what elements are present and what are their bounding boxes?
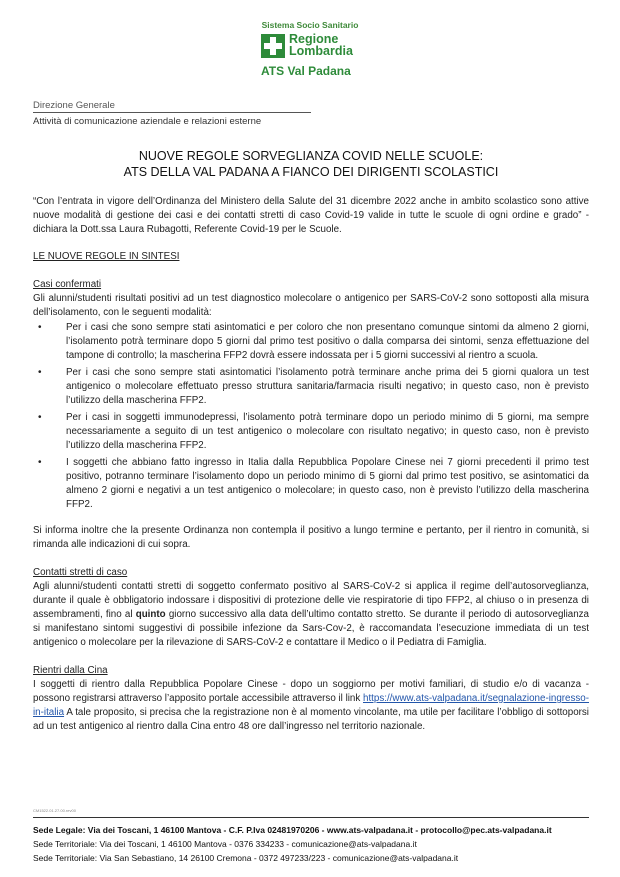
region-name bbox=[289, 33, 353, 57]
confirmed-list bbox=[33, 321, 589, 512]
registration-portal-link[interactable]: https://www.ats-valpadana.it/segnalazione-ingresso-in-italia bbox=[33, 693, 589, 718]
contacts-text-before: Agli alunni/studenti contatti stretti di soggetto confermato positivo al SARS-CoV-2 si applica il regime dell’autosorveglianza, durante il quale è obbligatorio indossare i dispositivi di protezione delle vie respiratorie di tipo FFP2, al chiuso o in presenza di assembramenti, fino al bbox=[33, 581, 589, 620]
contacts-text-bold: quinto bbox=[135, 609, 166, 620]
ats-logo bbox=[245, 20, 385, 78]
list-item bbox=[33, 456, 589, 512]
footer-territorial-1: Sede Territoriale: Via dei Toscani, 1 46100 Mantova - 0376 334233 - comunicazione@ats-valpadana.it bbox=[33, 839, 417, 849]
department-name: Direzione Generale bbox=[33, 100, 311, 113]
china-heading: Rientri dalla Cina bbox=[33, 665, 108, 676]
contacts-heading: Contatti stretti di caso bbox=[33, 567, 128, 578]
region-name-line1: Regione bbox=[289, 32, 339, 46]
department-unit: Attività di comunicazione aziendale e relazioni esterne bbox=[33, 116, 262, 127]
bullet-icon: • bbox=[38, 367, 42, 378]
footer bbox=[33, 817, 589, 865]
department-block bbox=[33, 100, 311, 127]
list-item bbox=[33, 321, 589, 363]
ats-name: ATS Val Padana bbox=[261, 64, 351, 78]
list-item-text: I soggetti che abbiano fatto ingresso in Italia dalla Repubblica Popolare Cinese nei 7 giorni precedenti il primo test positivo, potranno terminare l’isolamento dopo un periodo minimo di 5 giorni dal primo test positivo, se asintomatici da almeno 2 giorni e negativi a un test antigenico o molecolare; in questo caso, non è previsto l’utilizzo della mascherina FFP2. bbox=[66, 457, 589, 510]
list-item bbox=[33, 366, 589, 408]
bullet-icon: • bbox=[38, 412, 42, 423]
confirmed-text: Gli alunni/studenti risultati positivi ad un test diagnostico molecolare o antigenico per SARS-CoV-2 sono sottoposti alla misura dell’isolamento, con le seguenti modalità: bbox=[33, 293, 589, 318]
bullet-icon: • bbox=[38, 322, 42, 333]
list-item-text: Per i casi in soggetti immunodepressi, l’isolamento potrà terminare dopo un periodo minimo di 5 giorni, ma sempre necessariamente a seguito di un test antigenico o molecolare con risultato negativo; in questo caso, non è previsto l’utilizzo della mascherina FFP2. bbox=[66, 412, 589, 451]
summary-heading: LE NUOVE REGOLE IN SINTESI bbox=[33, 251, 180, 262]
title-line1: NUOVE REGOLE SORVEGLIANZA COVID NELLE SCUOLE: bbox=[138, 149, 484, 163]
system-name: Sistema Socio Sanitario bbox=[261, 20, 359, 30]
china-text-after: A tale proposito, si precisa che la registrazione non è al momento vincolante, ma utile per facilitare l’obbligo di sottoporsi ad un test antigenico al rientro dalla Cina entro 48 ore dall’ingresso nel territorio nazionale. bbox=[33, 707, 589, 732]
confirmed-note: Si informa inoltre che la presente Ordinanza non contempla il positivo a lungo termine e pertanto, per il rientro in comunità, si rimanda alle indicazioni di cui sopra. bbox=[33, 525, 589, 550]
document-body bbox=[33, 195, 589, 734]
regione-lombardia-icon bbox=[261, 34, 285, 58]
confirmed-heading: Casi confermati bbox=[33, 279, 102, 290]
contacts-text-after: giorno successivo alla data dell’ultimo contatto stretto. Se durante il periodo di autosorveglianza si manifestano sintomi suggestivi di possibile infezione da Sars-Cov-2, è raccomandata l’esecuzione immediata di un test antigenico o molecolare per la rilevazione di SARS-CoV-2 e contattare il Medico o il Pediatra di Famiglia. bbox=[33, 609, 590, 648]
intro-paragraph: “Con l’entrata in vigore dell’Ordinanza del Ministero della Salute del 31 dicembre 2022 anche in ambito scolastico sono attive nuove modalità di gestione dei casi e dei contatti stretti di caso Covid-19 valide in tutte le scuole di ogni ordine e grado” - dichiara la Dott.ssa Laura Rubagotti, Referente Covid-19 per le Scuole. bbox=[33, 196, 589, 235]
china-text bbox=[33, 678, 589, 734]
footer-territorial-2: Sede Territoriale: Via San Sebastiano, 14 26100 Cremona - 0372 497233/223 - comunicazione@ats-valpadana.it bbox=[33, 853, 459, 863]
contacts-text bbox=[33, 580, 589, 650]
page-title bbox=[33, 148, 589, 180]
region-name-line2: Lombardia bbox=[289, 44, 353, 58]
footer-legal: Sede Legale: Via dei Toscani, 1 46100 Mantova - C.F. P.Iva 02481970206 - www.ats-valpadana.it - protocollo@pec.ats-valpadana.it bbox=[33, 825, 552, 835]
document-code: CM1522.01.27.00.rev00 bbox=[33, 808, 76, 813]
list-item-text: Per i casi che sono sempre stati asintomatici e per coloro che non presentano comunque sintomi da almeno 2 giorni, l’isolamento potrà terminare dopo 5 giorni dal primo test positivo o dalla comparsa dei sintomi, senza effettuazione del tampone di controllo; la mascherina FFP2 dovrà essere indossata per i 5 giorni successivi al rientro a scuola. bbox=[66, 322, 589, 361]
list-item-text: Per i casi che sono sempre stati asintomatici l’isolamento potrà terminare anche prima dei 5 giorni qualora un test antigenico o molecolare effettuato presso struttura sanitaria/farmacia risulti negativo; in questo caso, non è previsto l’utilizzo della mascherina FFP2. bbox=[66, 367, 589, 406]
china-text-before: I soggetti di rientro dalla Repubblica Popolare Cinese - dopo un soggiorno per motivi familiari, di studio e/o di vacanza - possono registrarsi attraverso l’apposito portale accessibile attraverso il link bbox=[33, 679, 589, 704]
bullet-icon: • bbox=[38, 457, 42, 468]
list-item bbox=[33, 411, 589, 453]
title-line2: ATS DELLA VAL PADANA A FIANCO DEI DIRIGENTI SCOLASTICI bbox=[123, 165, 499, 179]
